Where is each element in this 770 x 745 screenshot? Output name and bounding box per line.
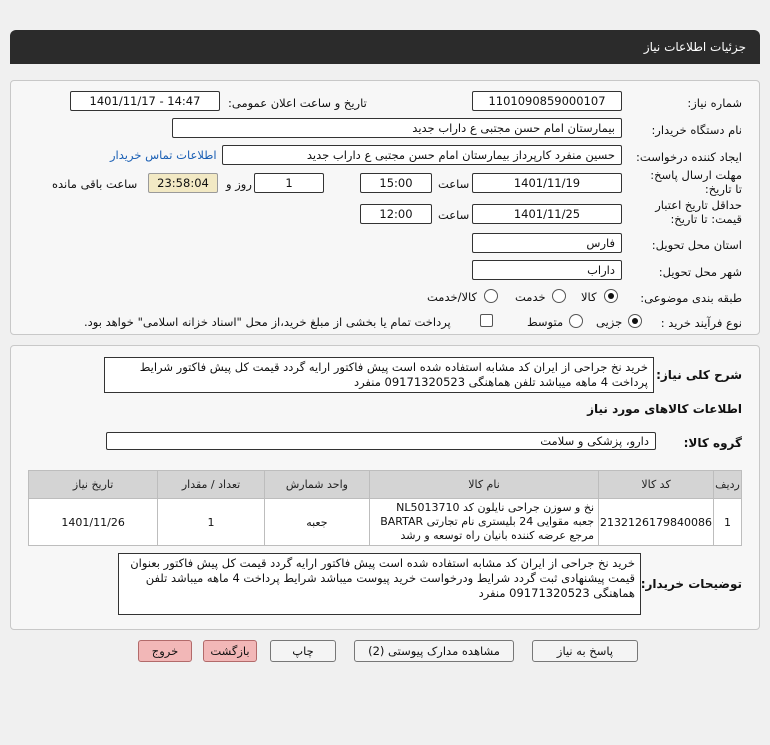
category-label-goods-service: کالا/خدمت [427, 290, 478, 304]
requester-label: ایجاد کننده درخواست: [636, 150, 742, 164]
city-field: داراب [472, 260, 622, 280]
page-title: جزئیات اطلاعات نیاز [643, 40, 746, 54]
goods-info-title: اطلاعات کالاهای مورد نیاز [587, 402, 742, 416]
category-label: طبقه بندی موضوعی: [640, 291, 742, 305]
page-header [10, 30, 760, 64]
category-radio-goods[interactable] [604, 289, 618, 303]
deadline-time-field: 15:00 [360, 173, 432, 193]
col-header-index: ردیف [714, 471, 742, 499]
process-radio-minor[interactable] [628, 314, 642, 328]
validity-time-field: 12:00 [360, 204, 432, 224]
process-label-medium: متوسط [527, 315, 564, 329]
days-field: 1 [254, 173, 324, 193]
buyer-org-field: بیمارستان امام حسن مجتبی ع داراب جدید [172, 118, 622, 138]
process-label: نوع فرآیند خرید : [660, 316, 742, 330]
cell-code: 2132126179840086 [599, 499, 714, 546]
cell-qty: 1 [158, 499, 265, 546]
city-label: شهر محل تحویل: [658, 265, 742, 279]
deadline-date-field: 1401/11/19 [472, 173, 622, 193]
remaining-label: ساعت باقی مانده [52, 177, 138, 191]
process-radio-medium[interactable] [569, 314, 583, 328]
province-field: فارس [472, 233, 622, 253]
payment-note: پرداخت تمام یا بخشی از مبلغ خرید،از محل "اسناد خزانه اسلامی" خواهد بود. [84, 315, 451, 329]
goods-group-field: دارو، پزشکی و سلامت [106, 432, 656, 450]
announce-label: تاریخ و ساعت اعلان عمومی: [228, 96, 367, 110]
buyer-org-label: نام دستگاه خریدار: [651, 123, 742, 137]
category-radio-service[interactable] [552, 289, 566, 303]
province-label: استان محل تحویل: [651, 238, 742, 252]
validity-label: حداقل تاریخ اعتبار قیمت: تا تاریخ: [655, 198, 742, 226]
cell-index: 1 [714, 499, 742, 546]
back-button[interactable]: بازگشت [203, 640, 257, 662]
summary-text: خرید نخ جراحی از ایران کد مشابه استفاده شده است پیش فاکتور ارایه گردد قیمت کل پیش فاکتور شرایط پرداخت 4 ماهه میباشد تلفن هماهنگی 09171320523 منفرد [104, 357, 654, 393]
print-button[interactable]: چاپ [270, 640, 336, 662]
deadline-time-label: ساعت [438, 177, 470, 191]
buyer-notes-label: توضیحات خریدار: [640, 577, 742, 591]
table-row [29, 499, 742, 546]
col-header-name: نام کالا [369, 471, 598, 499]
validity-date-field: 1401/11/25 [472, 204, 622, 224]
announce-field: 1401/11/17 - 14:47 [70, 91, 220, 111]
cell-date: 1401/11/26 [29, 499, 158, 546]
col-header-code: کد کالا [599, 471, 714, 499]
days-label: روز و [226, 177, 252, 191]
validity-time-label: ساعت [438, 208, 470, 222]
need-number-field: 1101090859000107 [472, 91, 622, 111]
category-label-goods: کالا [581, 290, 597, 304]
buyer-notes-text: خرید نخ جراحی از ایران کد مشابه استفاده شده است پیش فاکتور ارایه گردد قیمت کل پیش فاکتور بعنوان قیمت پیشنهادی ثبت گردد شرایط ودرخواست خرید پیوست میباشد شرایط پرداخت 4 ماهه میباشد تلفن هماهنگی 09171320523 منفرد [118, 553, 641, 615]
table-header-row [29, 471, 742, 499]
contact-buyer-link[interactable]: اطلاعات تماس خریدار [110, 148, 217, 162]
summary-label: شرح کلی نیاز: [656, 368, 742, 382]
remaining-time-field: 23:58:04 [148, 173, 218, 193]
deadline-label: مهلت ارسال پاسخ: تا تاریخ: [650, 168, 742, 196]
cell-name: نخ و سوزن جراحی نایلون کد NL5013710 جعبه مقوایی 24 بلیستری نام تجارتی BARTAR مرجع عرضه کننده بانیان راه توسعه و رشد [369, 499, 598, 546]
category-radio-goods-service[interactable] [484, 289, 498, 303]
need-number-label: شماره نیاز: [687, 96, 742, 110]
col-header-date: تاریخ نیاز [29, 471, 158, 499]
cell-unit: جعبه [264, 499, 369, 546]
exit-button[interactable]: خروج [138, 640, 192, 662]
category-label-service: خدمت [515, 290, 546, 304]
col-header-qty: تعداد / مقدار [158, 471, 265, 499]
col-header-unit: واحد شمارش [264, 471, 369, 499]
requester-field: حسین منفرد کارپرداز بیمارستان امام حسن مجتبی ع داراب جدید [222, 145, 622, 165]
goods-group-label: گروه کالا: [683, 436, 742, 450]
reply-button[interactable]: پاسخ به نیاز [532, 640, 638, 662]
treasury-payment-checkbox[interactable] [480, 314, 493, 327]
process-label-minor: جزیی [596, 315, 623, 329]
goods-table [28, 470, 742, 546]
view-attachments-button[interactable]: مشاهده مدارک پیوستی (2) [354, 640, 514, 662]
